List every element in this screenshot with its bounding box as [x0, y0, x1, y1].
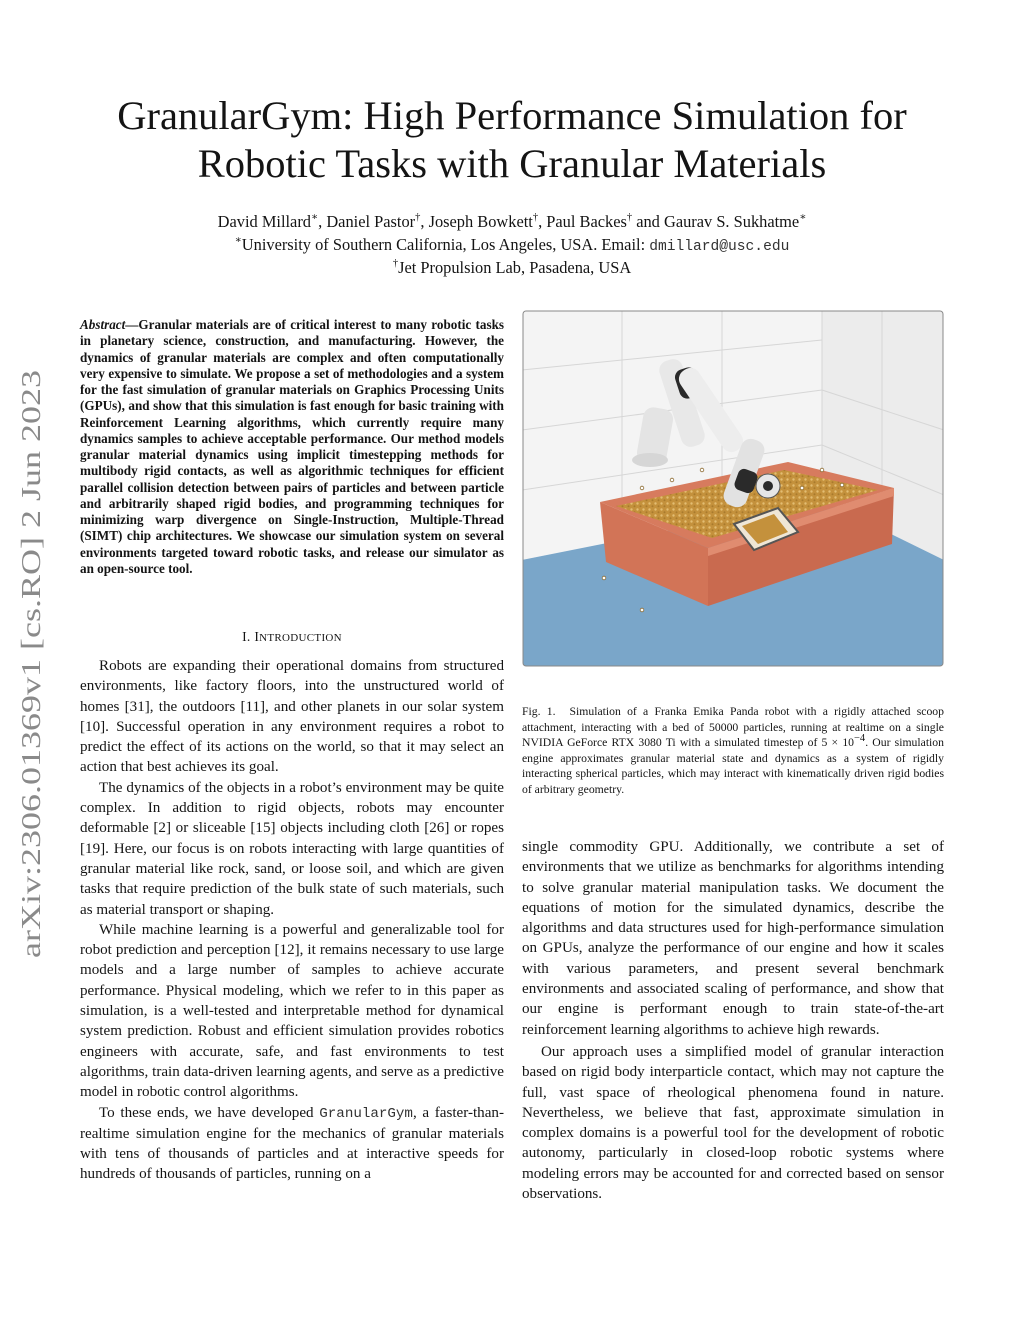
paper-title — [0, 92, 1024, 188]
abstract-label: Abstract — [80, 317, 126, 332]
caption-math: $5 \times 10^{-4}$ — [821, 733, 866, 750]
author-name: Gaurav S. Sukhatme — [663, 212, 800, 231]
paragraph: Robots are expanding their operational domains from structured environments, like factory floors, into the unstructured world of homes [31], the outdoors [11], and other planets in our solar system [10]. Successful operation in any environment requires a robot to predict the effect of its actions on the world, so that it may select an action that best achieves its goal. — [80, 658, 504, 776]
abstract — [80, 317, 504, 577]
right-column-body — [522, 837, 944, 1204]
author-name: David Millard — [217, 212, 311, 231]
section-number: I. — [242, 629, 255, 644]
email-link[interactable]: dmillard@usc.edu — [649, 239, 790, 255]
abstract-text: —Granular materials are of critical interest to many robotic tasks in planetary science, construction, and manufacturing. However, the dynamics of granular materials are complex and often computationally very expensive to simulate. We propose a set of methodologies and a system for the fast simulation of granular materials on Graphics Processing Units (GPUs), and show that this simulation is fast enough for basic training with Reinforcement Learning algorithms, which currently require many dynamics samples to achieve acceptable performance. Our method models granular material dynamics using implicit timestepping methods for multibody rigid contacts, as well as algorithmic techniques for efficient parallel collision detection between pairs of particles and between particle and arbitrarily shaped rigid bodies, and programming techniques for minimizing warp divergence on Single-Instruction, Multiple-Thread (SIMT) chip architectures. We showcase our simulation system on several environments targeted toward robotic tasks, and release our simulator as an open-source tool. — [80, 317, 504, 576]
affiliation-mark: ∗ — [234, 235, 242, 246]
arxiv-stamp — [14, 368, 48, 958]
author-name: Joseph Bowkett — [428, 212, 533, 231]
section-initial: I — [254, 629, 260, 644]
author-name: Daniel Pastor — [326, 212, 416, 231]
author-mark: † — [626, 212, 633, 223]
author-mark: † — [415, 212, 421, 223]
title-line-1: GranularGym: High Performance Simulation for — [117, 93, 907, 138]
section-title-rest: NTRODUCTION — [259, 632, 342, 644]
figure-label: Fig. 1. — [522, 705, 556, 718]
affiliation-text: University of Southern California, Los Angeles, USA. Email: — [241, 235, 650, 254]
affiliation-mark: † — [392, 258, 399, 269]
figure-1-image — [522, 310, 944, 667]
author-name: Paul Backes — [546, 212, 627, 231]
author-mark: ∗ — [311, 212, 319, 223]
affiliation-jpl — [0, 257, 1024, 278]
left-column-body — [80, 656, 504, 1185]
title-line-2: Robotic Tasks with Granular Materials — [197, 141, 827, 186]
affiliation-text: Jet Propulsion Lab, Pasadena, USA — [398, 258, 632, 277]
author-mark: † — [532, 212, 539, 223]
author-mark: ∗ — [799, 212, 807, 223]
author-list: David Millard∗, Daniel Pastor†, Joseph Bowkett†, Paul Backes† and Gaurav S. Sukhatme∗ — [217, 212, 807, 231]
arxiv-stamp-text: arXiv:2306.01369v1 [cs.RO] 2 Jun 2023 — [15, 508, 46, 958]
paragraph: Our approach uses a simplified model of granular interaction based on rigid body interparticle contact, which may not capture the full, vast space of rheological phenomena found in nature. Nevertheless, we believe that fast, approximate simulation in complex domains is a powerful tool for the development of robotic autonomy, particularly in closed-loop robotic systems where modeling errors may be accounted for and corrected based on sensor observations. — [522, 1043, 944, 1203]
section-heading-introduction — [80, 629, 504, 645]
software-name: GranularGym — [319, 1105, 413, 1122]
paragraph: The dynamics of the objects in a robot’s environment may be quite complex. In addition to rigid objects, robots may encounter deformable [2] or sliceable [15] objects including cloth [26] or ropes [19]. Here, our focus is on robots interacting with large quantities of granular material like rock, sand, or loose soil, and which are given tasks that require prediction of the bulk state of such materials, such as material transport or shaping. — [80, 779, 504, 918]
paragraph: While machine learning is a powerful and generalizable tool for robot prediction and perception [12], it remains necessary to use large models and a large number of samples to achieve accurate performance. Physical modeling, which we refer to in this paper as simulation, is a well-tested and interpretable method for dynamical system prediction. Robust and efficient simulation provides robotics engineers with accurate, safe, and fast environments to test algorithms, train data-driven learning agents, and serve as a predictive model in robotic control algorithms. — [80, 921, 504, 1101]
paragraph: single commodity GPU. Additionally, we contribute a set of environments that we utilize as benchmarks for algorithms intending to solve granular material manipulation tasks. We document the equations of motion for the simulated dynamics, describe the algorithms and data structures used for high-performance simulation on GPUs, analyze the performance of our engine and how it scales with various parameters, and present several benchmark environments and associated scaling of performance, and show that our engine is performant enough to train state-of-the-art reinforcement learning algorithms to achieve high rewards. — [522, 839, 944, 1038]
paragraph: To these ends, we have developed GranularGym, a faster-than-realtime simulation engine for the mechanics of granular materials with tens of thousands of particles and at interactive speeds for hundreds of thousands of particles, running on a — [80, 1104, 504, 1183]
affiliation-usc — [0, 234, 1024, 258]
figure-1-caption: Fig. 1. Simulation of a Franka Emika Panda robot with a rigidly attached scoop attachment, interacting with a bed of 50000 particles, running at realtime on a single NVIDIA GeForce RTX 3080 Ti with a simulated timestep of $5 \times 10^{-4}$. Our simulation engine approximates granular material state and dynamics as a system of rigidly interacting spherical particles, which may interact with kinematically driven rigid bodies of arbitrary geometry. — [522, 705, 944, 796]
